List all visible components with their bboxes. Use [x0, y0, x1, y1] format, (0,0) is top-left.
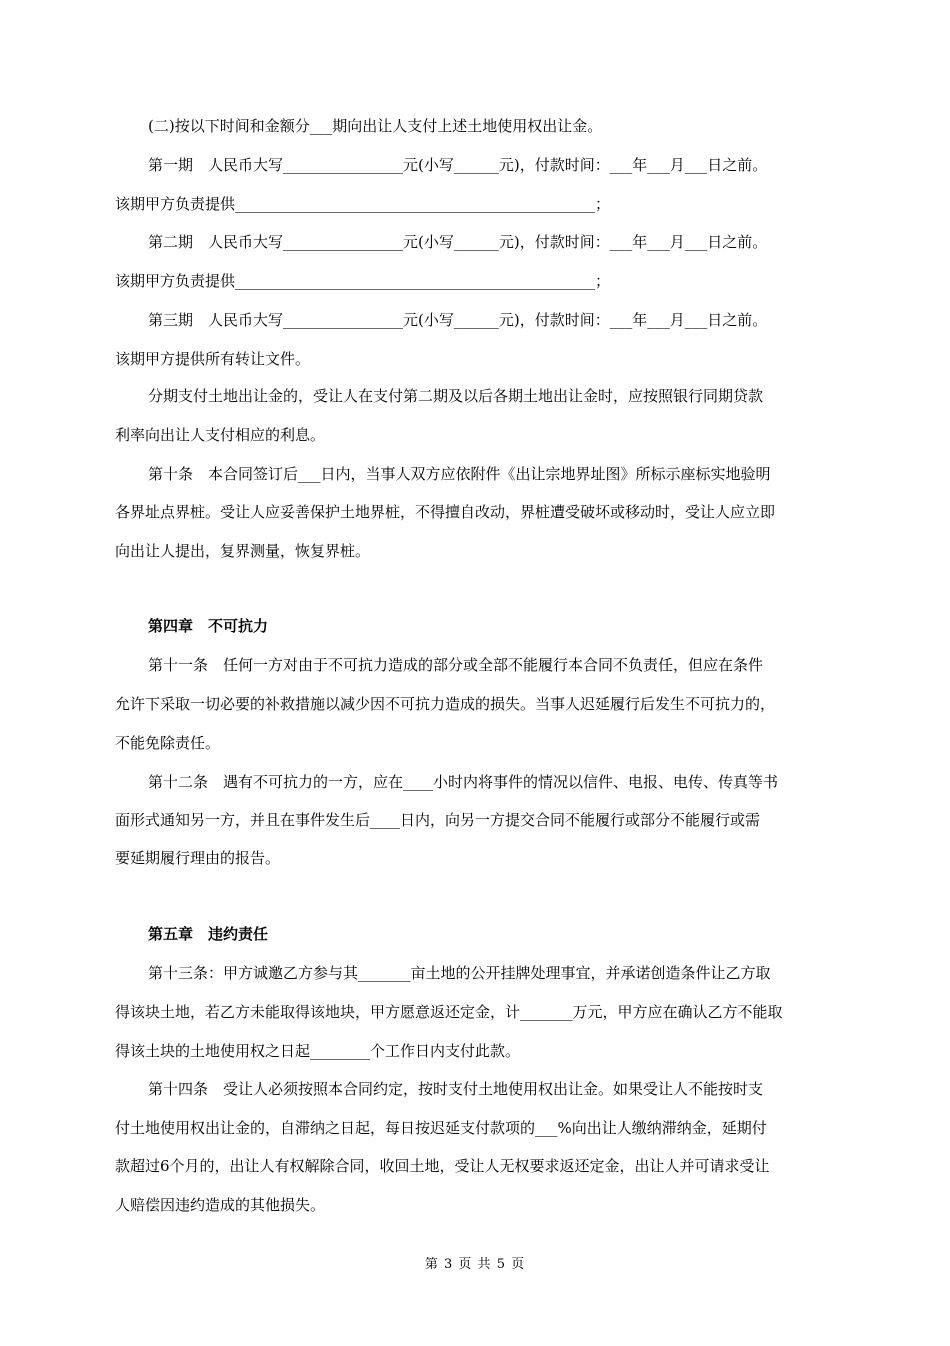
paragraph-line: 得该土块的土地使用权之日起________个工作日内支付此款。: [115, 1042, 521, 1060]
paragraph-line: 第二期 人民币大写________________元(小写______元)，付款时间：___年___月___日之前。: [148, 233, 768, 251]
paragraph-line: 利率向出让人支付相应的利息。: [115, 426, 326, 444]
paragraph-line: 得该块土地，若乙方未能取得该地块，甲方愿意返还定金，计_______万元，甲方应在确认乙方不能取: [115, 1003, 783, 1021]
paragraph-line: 要延期履行理由的报告。: [115, 849, 281, 867]
paragraph-line: 该期甲方负责提供________________________________________________；: [115, 195, 611, 213]
paragraph-line: 人赔偿因违约造成的其他损失。: [115, 1196, 326, 1214]
paragraph-line: 分期支付土地出让金的，受让人在支付第二期及以后各期土地出让金时，应按照银行同期贷款: [148, 387, 764, 405]
paragraph-line: 第一期 人民币大写________________元(小写______元)，付款时间：___年___月___日之前。: [148, 156, 768, 174]
chapter-heading: 第五章 违约责任: [148, 925, 269, 943]
paragraph-line: 款超过6个月的，出让人有权解除合同，收回土地，受让人无权要求返还定金，出让人并可请求受让: [115, 1157, 770, 1175]
paragraph-line: 该期甲方负责提供________________________________________________；: [115, 272, 611, 290]
paragraph-line: 第十条 本合同签订后___日内，当事人双方应依附件《出让宗地界址图》所标示座标实地验明: [148, 465, 771, 483]
paragraph-line: 第十四条 受让人必须按照本合同约定，按时支付土地使用权出让金。如果受让人不能按时支: [148, 1080, 764, 1098]
paragraph-line: 不能免除责任。: [115, 734, 221, 752]
paragraph-line: 付土地使用权出让金的，自滞纳之日起，每日按迟延支付款项的___%向出让人缴纳滞纳金，延期付: [115, 1119, 767, 1137]
paragraph-line: 第十三条：甲方诚邀乙方参与其_______亩土地的公开挂牌处理事宜，并承诺创造条件让乙方取: [148, 964, 771, 982]
paragraph-line: 第十二条 遇有不可抗力的一方，应在____小时内将事件的情况以信件、电报、电传、传真等书: [148, 773, 779, 791]
chapter-heading: 第四章 不可抗力: [148, 617, 269, 635]
paragraph-line: 第三期 人民币大写________________元(小写______元)，付款时间：___年___月___日之前。: [148, 311, 768, 329]
paragraph-line: 各界址点界桩。受让人应妥善保护土地界桩，不得擅自改动，界桩遭受破坏或移动时，受让人应立即: [115, 503, 776, 521]
paragraph-line: 该期甲方提供所有转让文件。: [115, 350, 311, 368]
paragraph-line: 向出让人提出，复界测量，恢复界桩。: [115, 542, 371, 560]
paragraph-line: 面形式通知另一方，并且在事件发生后____日内，向另一方提交合同不能履行或部分不能履行或需: [115, 811, 761, 829]
paragraph-line: (二)按以下时间和金额分___期向出让人支付上述土地使用权出让金。: [148, 117, 603, 135]
paragraph-line: 允许下采取一切必要的补救措施以减少因不可抗力造成的损失。当事人迟延履行后发生不可抗力的，: [115, 695, 776, 713]
paragraph-line: 第十一条 任何一方对由于不可抗力造成的部分或全部不能履行本合同不负责任，但应在条件: [148, 656, 764, 674]
page-number-footer: 第 3 页 共 5 页: [424, 1257, 526, 1272]
